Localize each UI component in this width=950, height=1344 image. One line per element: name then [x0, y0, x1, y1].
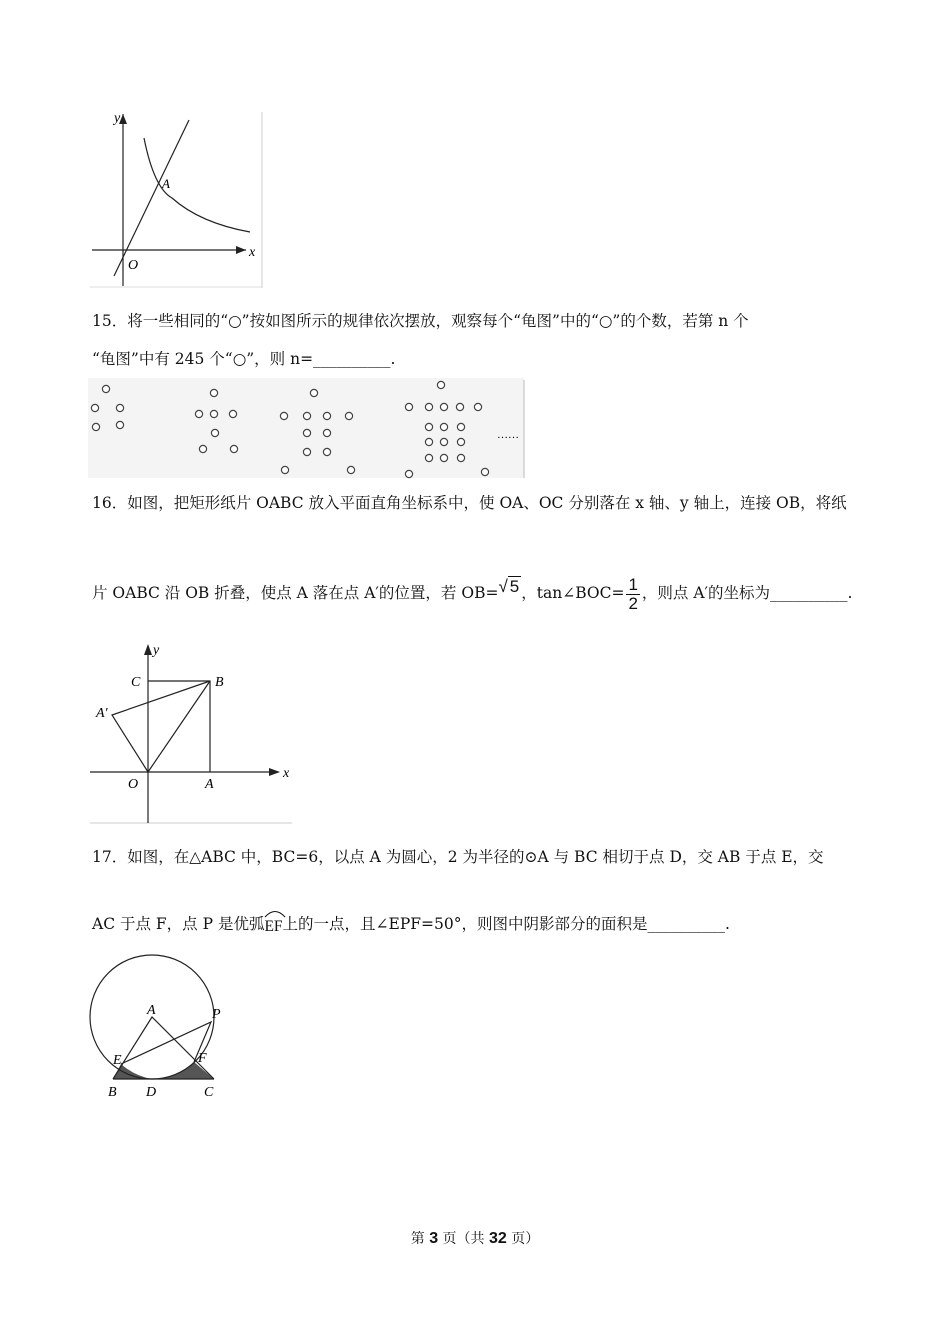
point-a-label: A: [162, 176, 170, 191]
sqrt-radicand: 5: [509, 577, 520, 596]
q15-line2: “龟图”中有 245 个“○”，则 n=__________.: [92, 350, 396, 368]
point-p-label: P: [212, 1007, 221, 1022]
fraction-numerator: 1: [628, 574, 638, 594]
q17-line2: [92, 908, 730, 938]
x-label: x: [283, 766, 290, 781]
fraction-denominator: 2: [628, 593, 638, 613]
point-a-label: A: [205, 777, 214, 792]
q16-line2-a: 片 OABC 沿 OB 折叠，使点 A 落在点 A′的位置，若 OB=: [92, 584, 499, 602]
fraction: [626, 576, 639, 613]
q16-line1: 16．如图，把矩形纸片 OABC 放入平面直角坐标系中，使 OA、OC 分别落在 x 轴、y 轴上，连接 OB，将纸: [92, 494, 847, 512]
point-f-label: F: [198, 1051, 207, 1066]
footer-page-number: 3: [429, 1230, 439, 1247]
q16-line2: [92, 564, 853, 616]
y-label: y: [114, 111, 121, 126]
folded-triangle: [112, 681, 210, 772]
q17-figure: [88, 952, 228, 1104]
point-c-label: C: [131, 675, 141, 690]
point-a-label: A: [147, 1003, 156, 1018]
origin-label: O: [128, 777, 139, 792]
point-a-prime-label: A′: [96, 706, 108, 721]
point-d-label: D: [146, 1085, 157, 1100]
q15-turtle-figure: [88, 378, 528, 480]
y-label: y: [153, 643, 160, 658]
page-footer: [0, 1228, 950, 1248]
arc-label: EF: [264, 918, 283, 935]
q15-line1: 15．将一些相同的“○”按如图所示的规律依次摆放，观察每个“龟图”中的“○”的个数，若第 n 个: [92, 312, 749, 330]
point-e-label: E: [113, 1053, 122, 1068]
ellipsis: ……: [497, 429, 519, 441]
diagonal-ob: [148, 681, 210, 772]
line-through-origin: [114, 120, 189, 276]
footer-prefix: 第: [410, 1231, 430, 1247]
q16-figure: [88, 640, 293, 826]
q17-line1: 17．如图，在△ABC 中，BC=6，以点 A 为圆心，2 为半径的⊙A 与 BC 相切于点 D，交 AB 于点 E，交: [92, 848, 824, 866]
hyperbola-curve: [144, 138, 250, 232]
q16-line2-c: ，则点 A′的坐标为__________.: [641, 584, 853, 602]
q14-figure: [88, 108, 266, 290]
x-label: x: [249, 245, 256, 260]
q16-line2-b: ，tan∠BOC=: [521, 584, 625, 602]
footer-suffix: 页）: [506, 1231, 540, 1247]
point-b-label: B: [108, 1085, 117, 1100]
footer-total-pages: 32: [489, 1230, 507, 1247]
q17-line2-a: AC 于点 F，点 P 是优弧: [92, 915, 265, 933]
footer-middle: 页（共: [438, 1231, 489, 1247]
point-c-label: C: [204, 1085, 214, 1100]
sqrt-expression: √ 5: [498, 577, 520, 596]
q17-line2-b: 上的一点，且∠EPF=50°，则图中阴影部分的面积是__________.: [282, 915, 730, 933]
arc-ef: [264, 908, 282, 938]
point-b-label: B: [215, 675, 224, 690]
origin-label: O: [128, 258, 139, 273]
